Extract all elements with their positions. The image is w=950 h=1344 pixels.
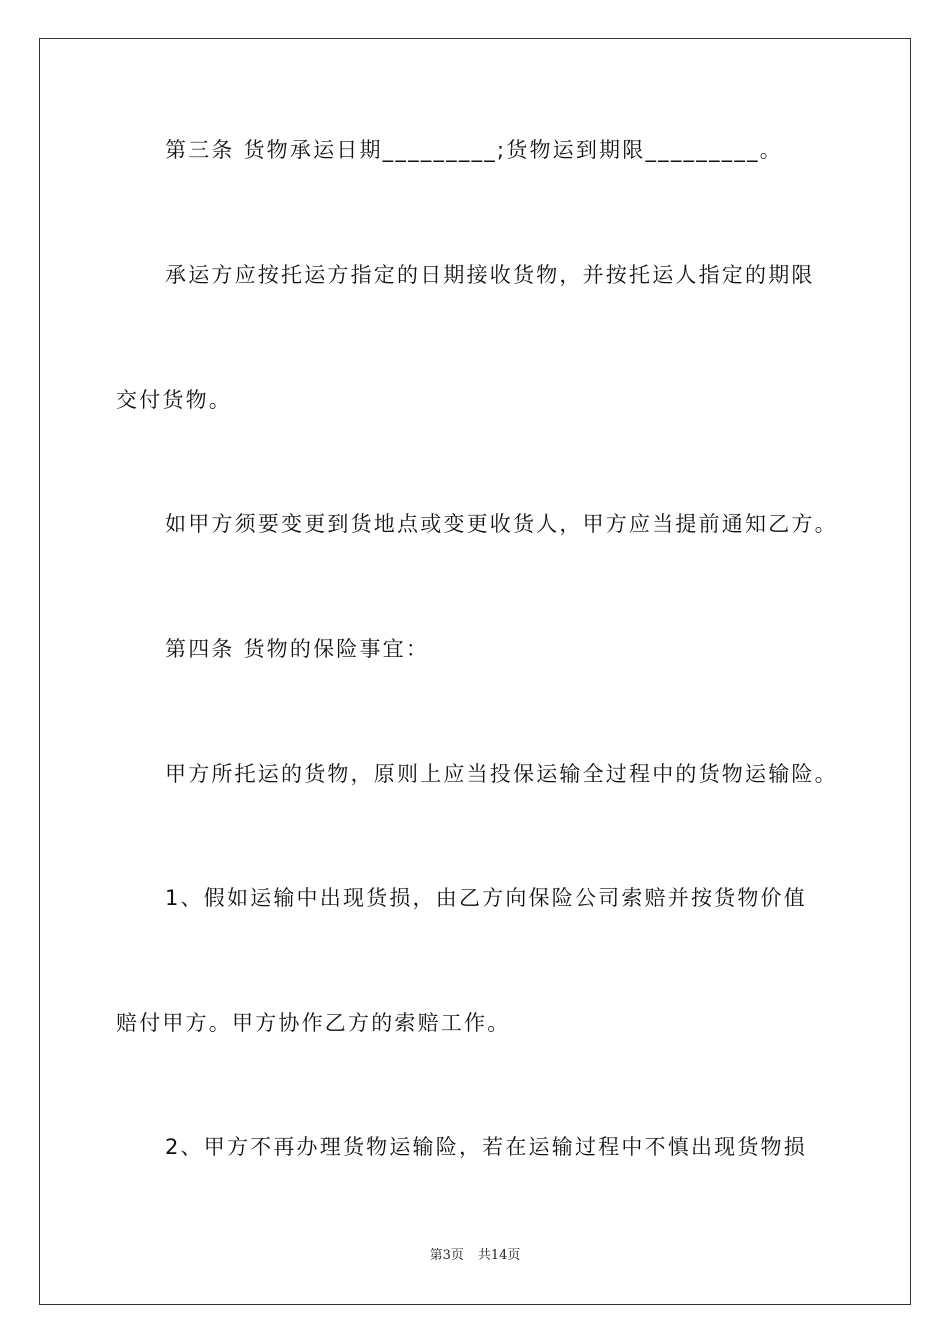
- article-4-heading: 第四条 货物的保险事宜：: [165, 637, 430, 661]
- page-footer: [0, 1248, 950, 1264]
- page-total: 共14页: [477, 1248, 521, 1263]
- article-3-heading: 第三条 货物承运日期_________;货物运到期限_________。: [165, 138, 783, 162]
- paragraph-line: 交付货物。: [116, 388, 232, 412]
- paragraph-line: 承运方应按托运方指定的日期接收货物，并按托运人指定的期限: [165, 263, 815, 287]
- page-border: [39, 38, 911, 1305]
- paragraph-line: 2、甲方不再办理货物运输险，若在运输过程中不慎出现货物损: [165, 1135, 807, 1159]
- paragraph-line: 如甲方须要变更到货地点或变更收货人，甲方应当提前通知乙方。: [165, 512, 838, 536]
- paragraph-line: 1、假如运输中出现货损，由乙方向保险公司索赔并按货物价值: [165, 886, 807, 910]
- paragraph-line: 甲方所托运的货物，原则上应当投保运输全过程中的货物运输险。: [165, 762, 838, 786]
- paragraph-line: 赔付甲方。甲方协作乙方的索赔工作。: [116, 1011, 511, 1035]
- page-number: 第3页: [429, 1248, 464, 1263]
